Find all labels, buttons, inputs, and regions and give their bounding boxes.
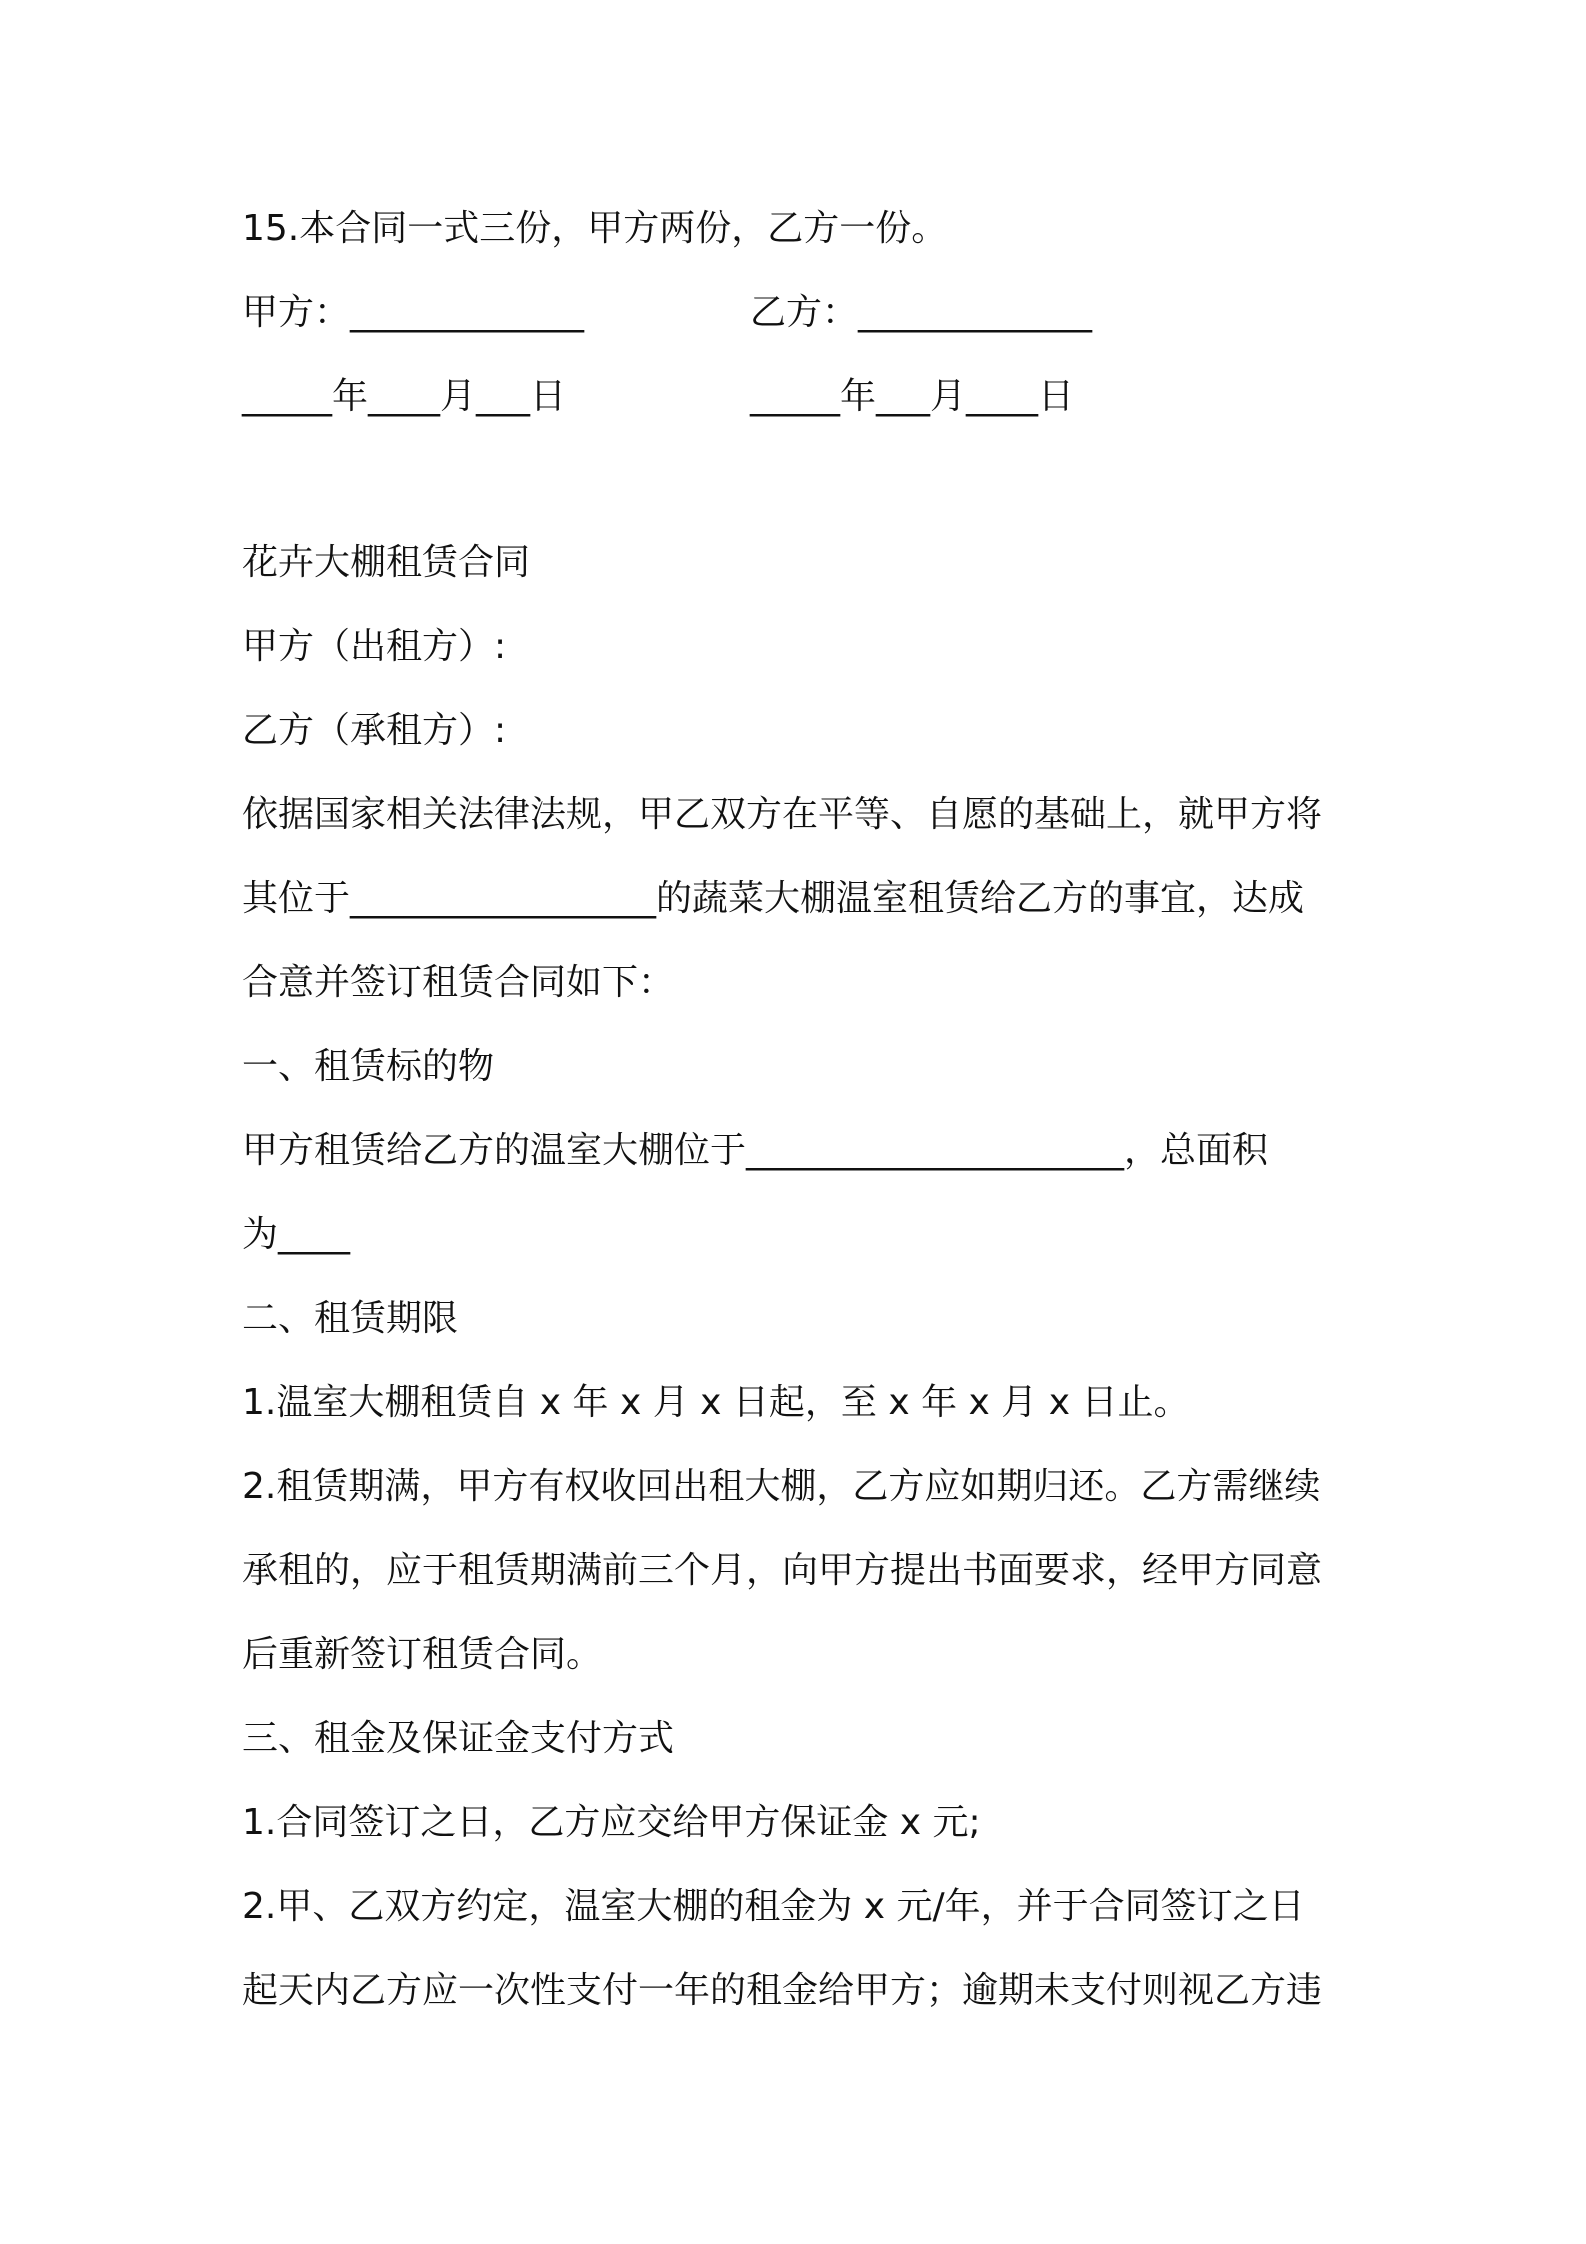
signature-party-a: 甲方：_____________ (242, 292, 585, 333)
section-2-item-2-line-3: 后重新签订租赁合同。 (242, 1634, 603, 1675)
clause-15: 15.本合同一式三份，甲方两份，乙方一份。 (242, 208, 948, 249)
section-2-heading: 二、租赁期限 (242, 1298, 459, 1339)
section-1-line-2: 为____ (242, 1214, 351, 1255)
party-b-label: 乙方（承租方）: (242, 710, 507, 751)
section-1-line-1: 甲方租赁给乙方的温室大棚位于_____________________，总面积 (242, 1130, 1269, 1171)
section-2-item-2-line-1: 2.租赁期满，甲方有权收回出租大棚，乙方应如期归还。乙方需继续 (242, 1466, 1321, 1507)
section-3-item-2-line-1: 2.甲、乙双方约定，温室大棚的租金为 x 元/年，并于合同签订之日 (242, 1886, 1305, 1927)
section-1-heading: 一、租赁标的物 (242, 1046, 495, 1087)
preamble-line-3: 合意并签订租赁合同如下： (242, 962, 675, 1003)
section-2-item-2-line-2: 承租的，应于租赁期满前三个月，向甲方提出书面要求，经甲方同意 (242, 1550, 1323, 1591)
signature-date-a: _____年____月___日 (242, 376, 567, 417)
section-3-item-2-line-2: 起天内乙方应一次性支付一年的租金给甲方；逾期未支付则视乙方违 (242, 1970, 1323, 2011)
signature-date-b: _____年___月____日 (750, 376, 1075, 417)
section-2-item-1: 1.温室大棚租赁自 x 年 x 月 x 日起，至 x 年 x 月 x 日止。 (242, 1382, 1190, 1423)
section-3-item-1: 1.合同签订之日，乙方应交给甲方保证金 x 元; (242, 1802, 981, 1843)
section-3-heading: 三、租金及保证金支付方式 (242, 1718, 675, 1759)
signature-party-b: 乙方：_____________ (750, 292, 1093, 333)
preamble-line-1: 依据国家相关法律法规，甲乙双方在平等、自愿的基础上，就甲方将 (242, 794, 1323, 835)
party-a-label: 甲方（出租方）: (242, 626, 507, 667)
preamble-line-2: 其位于_________________的蔬菜大棚温室租赁给乙方的事宜，达成 (242, 878, 1305, 919)
contract-title: 花卉大棚租赁合同 (242, 542, 531, 583)
